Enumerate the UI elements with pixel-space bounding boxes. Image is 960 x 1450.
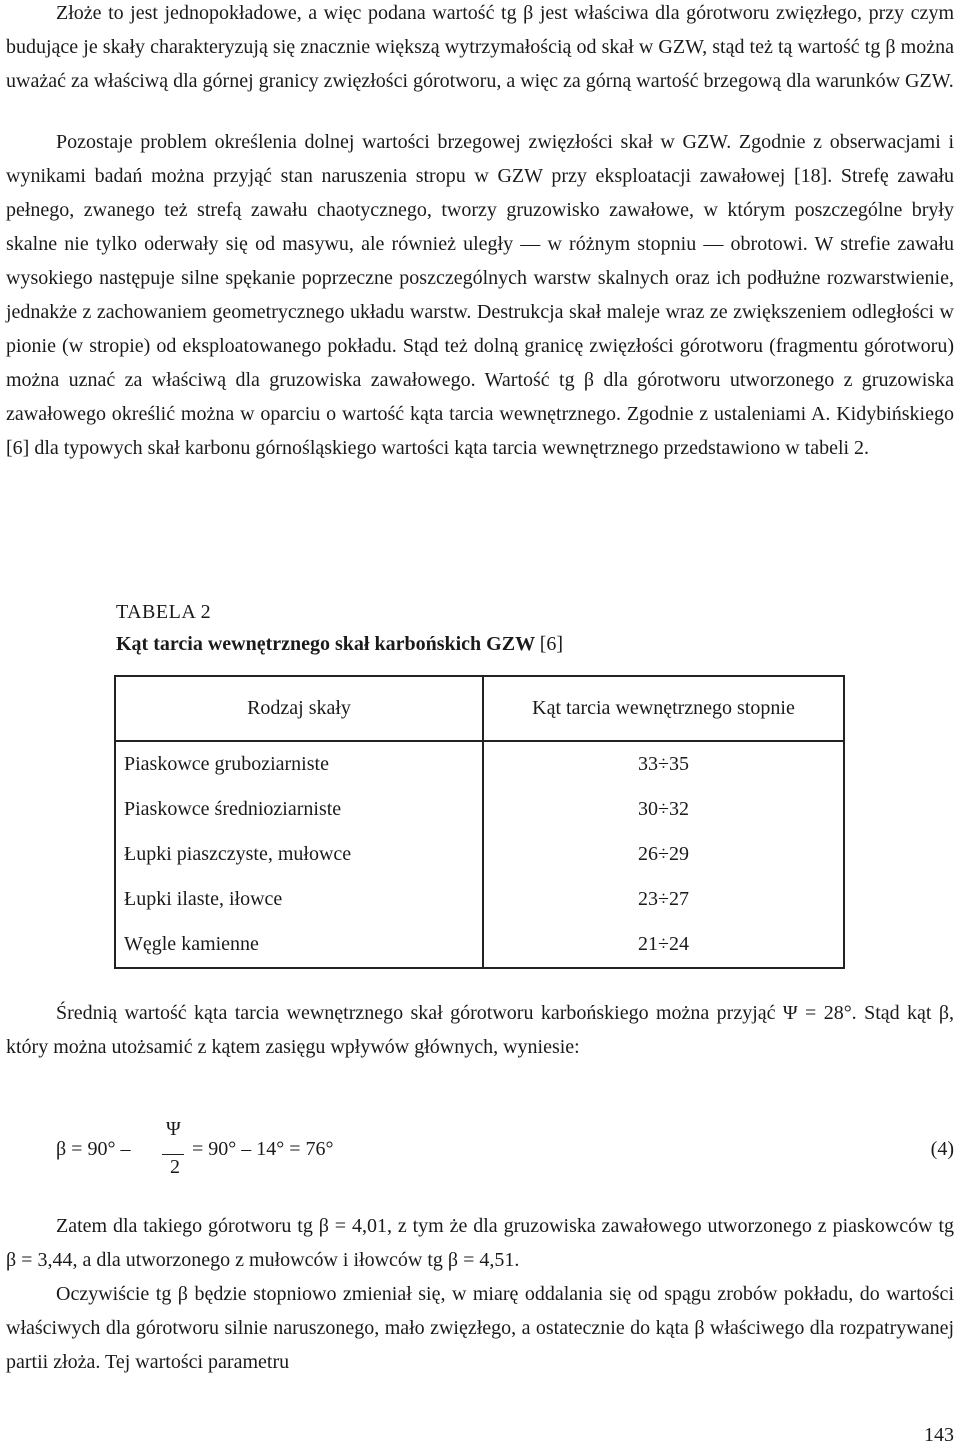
paragraph-6: Oczywiście tg β będzie stopniowo zmieniał się, w miarę oddalania się od spągu zrobów pokładu, do wartości właściwych dla górotworu silnie naruszonego, mało zwięzłego, a ostatecznie do kąta β właściwego dla rozpatrywanej partii złoża. Tej wartości parametru [6, 1283, 954, 1373]
paragraph-2: Pozostaje problem określenia dolnej wartości brzegowej zwięzłości skał w GZW. Zgodnie z obserwacjami i wynikami badań można przyjąć stan naruszenia stropu w GZW przy eksploatacji zawałowej [18]. Strefę zawału pełnego, zwanego też strefą zawału chaotycznego, tworzy gruzowisko zawałowe, w którym poszczególne bryły skalne nie tylko oderwały się od masywu, ale również uległy — w różnym stopniu — obrotowi. W strefie zawału wysokiego następuje silne spękanie poprzeczne poszczególnych warstw skalnych oraz ich podłużne rozwarstwienie, jednakże z zachowaniem geometrycznego układu warstw. Destrukcja skał maleje wraz ze zwiększeniem odległości w pionie (w stropie) od eksploatowanego pokładu. Stąd też dolną granicę zwięzłości górotworu (fragmentu górotworu) można uznać za właściwą dla gruzowiska zawałowego. Wartość tg β dla górotworu utworzonego z gruzowiska zawałowego określić można w oparciu o wartość kąta tarcia wewnętrznego. Zgodnie z ustaleniami A. Kidybińskiego [6] dla typowych skał karbonu górnośląskiego wartości kąta tarcia wewnętrznego przedstawiono w tabeli 2. [6, 131, 954, 459]
angle-cell: 33÷35 [638, 753, 689, 775]
table-label: TABELA 2 [116, 601, 212, 623]
header-rock-type: Rodzaj skały [115, 676, 483, 741]
friction-angle-table [114, 675, 845, 969]
paragraph-5: Zatem dla takiego górotworu tg β = 4,01, z tym że dla gruzowiska zawałowego utworzonego z piaskowców tg β = 3,44, a dla utworzonego z mułowców i iłowców tg β = 4,51. [6, 1215, 954, 1271]
angle-cell: 30÷32 [638, 798, 689, 820]
rock-type-cell: Piaskowce średnioziarniste [115, 787, 483, 832]
equation-4 [56, 1118, 954, 1188]
table-caption-ref: [6] [539, 633, 564, 655]
table-row [115, 877, 844, 922]
table-row [115, 832, 844, 877]
fraction-bar [162, 1154, 184, 1155]
equation-number: (4) [930, 1138, 954, 1160]
table-row [115, 741, 844, 787]
equation-numerator: Ψ [166, 1118, 181, 1140]
table-header-row [115, 676, 844, 741]
page-number: 143 [924, 1424, 954, 1446]
paragraph-1: Złoże to jest jednopokładowe, a więc podana wartość tg β jest właściwa dla górotworu zwięzłego, przy czym budujące je skały charakteryzują się znacznie większą wytrzymałością od skał w GZW, stąd też tą wartość tg β można uważać za właściwą dla górnej granicy zwięzłości górotworu, a więc za górną wartość brzegową dla warunków GZW. [6, 2, 954, 92]
table-caption [116, 630, 563, 658]
rock-type-cell: Łupki ilaste, iłowce [115, 877, 483, 922]
table-caption-text: Kąt tarcia wewnętrznego skał karbońskich GZW [116, 633, 535, 655]
table-row [115, 922, 844, 968]
equation-lhs: β = 90° – [56, 1138, 131, 1160]
header-friction-angle: Kąt tarcia wewnętrznego stopnie [483, 676, 844, 741]
table-row [115, 787, 844, 832]
equation-denominator: 2 [170, 1156, 180, 1178]
angle-cell: 21÷24 [638, 933, 689, 955]
angle-cell: 26÷29 [638, 843, 689, 865]
paragraph-3: Średnią wartość kąta tarcia wewnętrznego skał górotworu karbońskiego można przyjąć Ψ = 28°. Stąd kąt β, który można utożsamić z kątem zasięgu wpływów głównych, wyniesie: [6, 1002, 954, 1058]
angle-cell: 23÷27 [638, 888, 689, 910]
rock-type-cell: Łupki piaszczyste, mułowce [115, 832, 483, 877]
rock-type-cell: Węgle kamienne [115, 922, 483, 968]
rock-type-cell: Piaskowce gruboziarniste [115, 741, 483, 787]
equation-rhs: = 90° – 14° = 76° [192, 1138, 334, 1160]
